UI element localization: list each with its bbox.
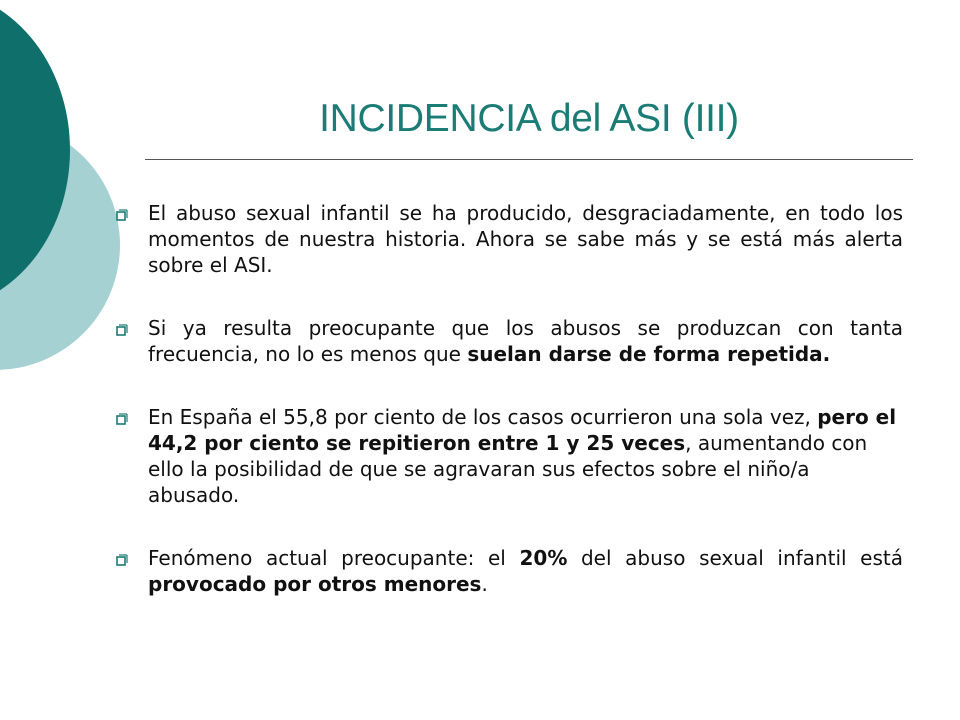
bullet-text-part: . (481, 572, 488, 596)
bullet-text-part: Si ya resulta preocupante que los abusos se produzcan con tanta frecuencia, no lo es menos que (148, 316, 903, 366)
hollow-square-bullet-icon (114, 412, 129, 427)
bullet-text-bold: suelan darse de forma repetida. (467, 342, 831, 366)
hollow-square-bullet-icon (114, 553, 129, 568)
bullet-item (110, 315, 903, 367)
bullet-item (110, 545, 903, 597)
title-divider (145, 159, 913, 160)
bullet-text-part: del abuso sexual infantil está (567, 546, 904, 570)
bullet-text-part: , aumentando con ello la posibilidad de que se agravaran sus efectos sobre el niño/a abusado. (148, 431, 868, 507)
bullet-list (110, 200, 903, 634)
hollow-square-bullet-icon (114, 208, 129, 223)
bullet-text-part: En España el 55,8 por ciento de los casos ocurrieron una sola vez, (148, 405, 818, 429)
bullet-item (110, 200, 903, 278)
bullet-item (110, 404, 903, 508)
bullet-text-bold: pero el 44,2 por ciento se repitieron entre 1 y 25 veces (148, 405, 897, 455)
slide-title: INCIDENCIA del ASI (III) (319, 97, 739, 140)
hollow-square-bullet-icon (114, 323, 129, 338)
bullet-text (148, 545, 903, 597)
bullet-text (148, 315, 903, 367)
bullet-text-bold: provocado por otros menores (148, 572, 482, 596)
bullet-text (148, 200, 903, 278)
bullet-text (148, 404, 903, 508)
bullet-text-part: Fenómeno actual preocupante: el (148, 546, 520, 570)
bullet-text-part: El abuso sexual infantil se ha producido, desgraciadamente, en todo los momentos de nuestra historia. Ahora se sabe más y se está más alerta sobre el ASI. (148, 201, 903, 277)
bullet-text-bold: 20% (519, 546, 568, 570)
